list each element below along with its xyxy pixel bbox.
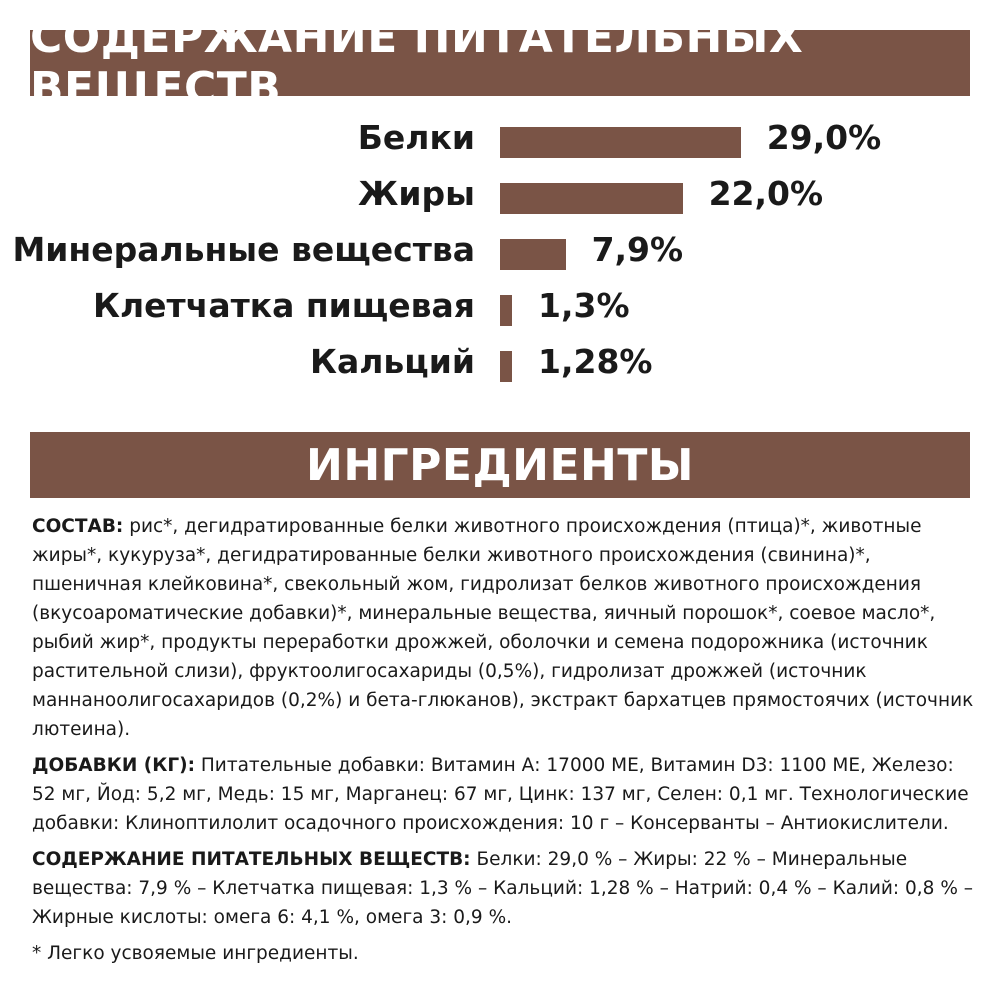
composition-heading: СОСТАВ:	[32, 516, 124, 537]
nutrient-value-label: 1,28%	[538, 342, 653, 381]
nutrient-bar	[500, 127, 741, 158]
nutrient-bar	[500, 183, 683, 214]
nutrient-bar	[500, 239, 566, 270]
footnote: * Легко усвояемые ингредиенты.	[32, 943, 359, 964]
nutrient-row	[0, 334, 1000, 390]
composition-text: рис*, дегидратированные белки животного происхождения (птица)*, животные жиры*, кукуруза*, дегидратированные белки животного происхождения (свинина)*, пшеничная клейковина*, свекольный жом, гидролизат белков животного происхождения (вкусоароматические добавки)*, минеральные вещества, яичный порошок*, соевое масло*, рыбий жир*, продукты переработки дрожжей, оболочки и семена подорожника (источник растительной слизи), фруктоолигосахариды (0,5%), гидролизат дрожжей (источник маннаноолигосахаридов (0,2%) и бета-глюканов), экстракт бархатцев прямостоячих (источник лютеина).	[32, 516, 974, 740]
ingredients-section-title: ИНГРЕДИЕНТЫ	[30, 432, 970, 498]
nutrient-label: Клетчатка пищевая	[93, 286, 475, 325]
nutrient-row	[0, 222, 1000, 278]
nutrients-section-title: СОДЕРЖАНИЕ ПИТАТЕЛЬНЫХ ВЕЩЕСТВ	[30, 30, 970, 96]
nutrient-label: Жиры	[358, 174, 475, 213]
nutrient-bar-chart	[0, 110, 1000, 410]
nutrient-content-paragraph	[32, 845, 977, 932]
nutrient-label: Кальций	[310, 342, 475, 381]
nutrient-bar	[500, 351, 512, 382]
ingredients-text-block	[32, 512, 977, 975]
nutrient-content-text: Белки: 29,0 % – Жиры: 22 % – Минеральные вещества: 7,9 % – Клетчатка пищевая: 1,3 % – Кальций: 1,28 % – Натрий: 0,4 % – Калий: 0,8 % – Жирные кислоты: омега 6: 4,1 %, омега 3: 0,9 %.	[32, 849, 974, 928]
nutrient-row	[0, 110, 1000, 166]
nutrient-value-label: 29,0%	[766, 118, 882, 157]
nutrient-value-label: 22,0%	[708, 174, 824, 213]
additives-heading: ДОБАВКИ (КГ):	[32, 755, 195, 776]
nutrient-content-heading: СОДЕРЖАНИЕ ПИТАТЕЛЬНЫХ ВЕЩЕСТВ:	[32, 849, 471, 870]
additives-paragraph	[32, 751, 977, 838]
nutrient-value-label: 7,9%	[591, 230, 684, 269]
nutrient-row	[0, 166, 1000, 222]
nutrient-bar	[500, 295, 512, 326]
nutrient-label: Белки	[357, 118, 475, 157]
additives-text: Питательные добавки: Витамин А: 17000 МЕ, Витамин D3: 1100 МЕ, Железо: 52 мг, Йод: 5,2 мг, Медь: 15 мг, Марганец: 67 мг, Цинк: 137 мг, Селен: 0,1 мг. Технологические добавки: Клиноптилолит осадочного происхождения: 10 г – Консерванты – Антиокислители.	[32, 755, 969, 834]
nutrient-value-label: 1,3%	[538, 286, 630, 325]
nutrient-row	[0, 278, 1000, 334]
composition-paragraph	[32, 512, 977, 744]
nutrient-label: Минеральные вещества	[12, 230, 475, 269]
